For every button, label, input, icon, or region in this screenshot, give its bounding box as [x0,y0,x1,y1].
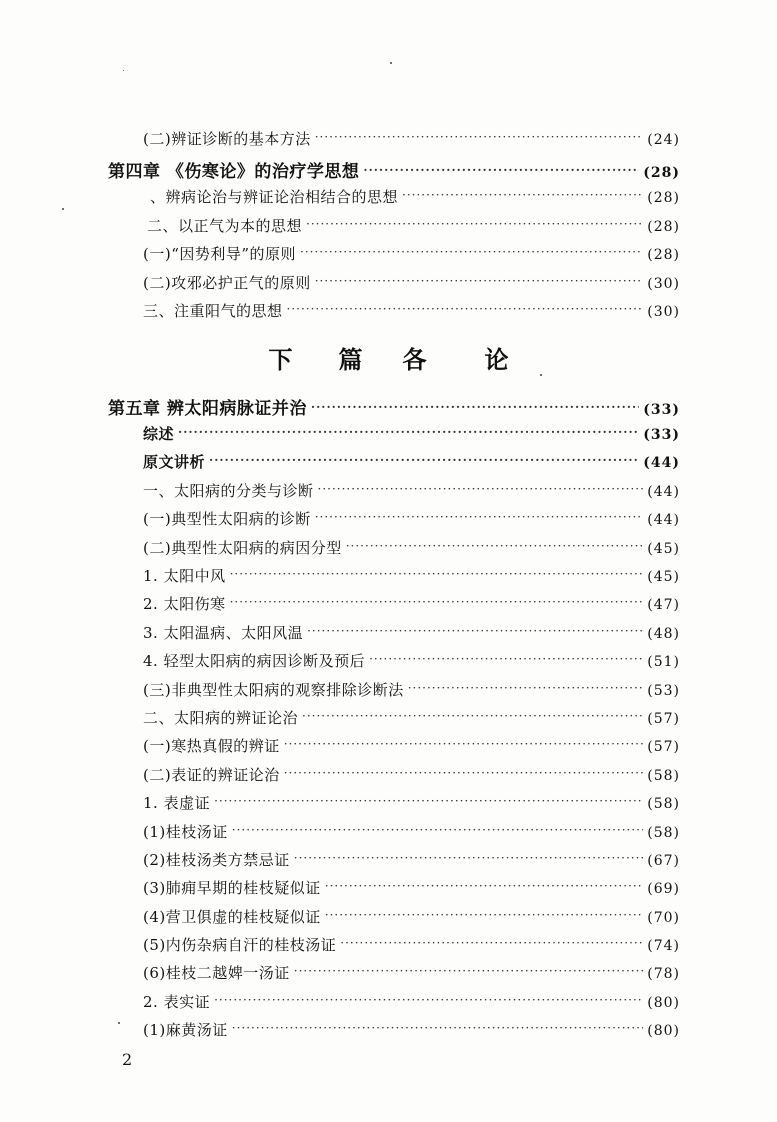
toc-entry [143,849,680,870]
toc-entry [143,679,680,700]
toc-entry [143,300,680,321]
toc-entry-title: 第五章 辨太阳病脉证并治 [108,399,307,419]
toc-entry-title: 2. 太阳伤寒 [143,595,226,613]
dot-leader [230,595,644,609]
toc-entry [143,735,680,756]
toc-entry-page: (57) [647,739,680,755]
dot-leader [340,936,643,950]
toc-entry [143,906,680,927]
dot-leader [346,539,644,553]
toc-entry-title: 3. 太阳温病、太阳风温 [143,624,304,642]
toc-entry-title: 1. 表虚证 [143,794,211,812]
toc-entry-title: 综述 [143,425,175,443]
toc-entry [143,1019,680,1040]
toc-entry-page: (80) [647,1023,680,1039]
toc-entry-page: (67) [647,853,680,869]
dot-leader [287,302,644,316]
toc-entry-title: 2. 表实证 [143,993,211,1011]
scan-speck [62,208,64,210]
toc-entry-page: (44) [647,512,680,528]
toc-entry-page: (28) [647,219,680,235]
toc-entry [143,962,680,983]
toc-entry-page: (28) [647,247,680,263]
toc-entry-page: (80) [647,995,680,1011]
toc-entry-page: (24) [647,132,680,148]
toc-entry-title: 1. 太阳中风 [143,567,226,585]
toc-entry-page: (58) [647,768,680,784]
toc-entry-page: (47) [647,597,680,613]
toc-entry [143,650,680,671]
toc-entry [143,243,680,264]
toc-entry-page: (45) [647,541,680,557]
dot-leader [325,879,644,893]
toc-entry-page: (74) [647,938,680,954]
toc-entry-page: (58) [647,796,680,812]
toc-entry [143,537,680,558]
toc-entry [143,423,680,444]
dot-leader [369,652,643,666]
toc-entry [143,128,680,149]
toc-entry-page: (58) [647,825,680,841]
section-heading [0,340,777,375]
toc-entry [143,622,680,643]
toc-entry-title: 、辨病论治与辨证论治相结合的思想 [150,188,399,206]
toc-entry-page: (33) [643,427,680,443]
toc-entry [143,565,680,586]
heading-char: 下 [268,346,293,374]
heading-char: 各 [402,346,427,374]
dot-leader [315,510,644,524]
toc-entry-title: (二)表证的辨证论治 [143,766,280,784]
dot-leader [315,274,644,288]
heading-char: 篇 [338,346,363,374]
toc-entry-title: 第四章 《伤寒论》的治疗学思想 [108,162,360,182]
toc-entry-page: (33) [643,402,680,418]
toc-entry [147,215,680,236]
dot-leader [307,624,643,638]
toc-entry-page: (69) [647,881,680,897]
toc-entry-title: 二、以正气为本的思想 [147,217,303,235]
toc-entry-page: (30) [647,276,680,292]
dot-leader [209,453,639,467]
toc-entry [143,480,680,501]
toc-entry-page: (51) [647,654,680,670]
toc-entry [143,593,680,614]
dot-leader [214,993,643,1007]
dot-leader [402,188,643,202]
toc-entry-title: (一)典型性太阳病的诊断 [143,510,311,528]
toc-entry-title: 一、太阳病的分类与诊断 [143,482,314,500]
toc-entry-title: (二)辨证诊断的基本方法 [143,130,311,148]
dot-leader [325,908,644,922]
dot-leader [302,709,643,723]
toc-entry-title: 二、太阳病的辨证论治 [143,709,299,727]
dot-leader [363,163,639,177]
toc-entry-page: (57) [647,711,680,727]
toc-entry-title: (一)寒热真假的辨证 [143,737,280,755]
toc-entry [143,877,680,898]
toc-chapter-entry [108,157,680,182]
heading-char: 论 [484,346,509,374]
dot-leader [230,567,644,581]
toc-entry-title: 原文讲析 [143,453,206,471]
toc-entry [143,934,680,955]
dot-leader [214,794,643,808]
toc-entry-title: (三)非典型性太阳病的观察排除诊断法 [143,681,404,699]
toc-entry [143,272,680,293]
toc-entry-title: (4)营卫俱虚的桂枝疑似证 [143,908,321,926]
dot-leader [284,766,644,780]
page-number: 2 [122,1050,133,1069]
dot-leader [300,245,643,259]
toc-entry-title: (1)麻黄汤证 [143,1021,228,1039]
dot-leader [315,130,644,144]
scan-speck [123,70,124,71]
toc-entry-title: (一)“因势利导”的原则 [143,245,297,263]
toc-entry-page: (53) [647,683,680,699]
toc-entry-title: (6)桂枝二越婢一汤证 [143,964,290,982]
dot-leader [306,217,643,231]
dot-leader [232,1021,644,1035]
toc-entry-page: (48) [647,626,680,642]
toc-entry [143,821,680,842]
toc-entry-page: (70) [647,910,680,926]
dot-leader [284,737,644,751]
toc-entry-page: (44) [647,484,680,500]
toc-entry [143,451,680,472]
dot-leader [232,823,644,837]
toc-entry [143,792,680,813]
dot-leader [318,482,644,496]
toc-entry-page: (28) [647,190,680,206]
toc-entry-title: (5)内伤杂病自汗的桂枝汤证 [143,936,337,954]
toc-entry-title: (二)典型性太阳病的病因分型 [143,539,342,557]
toc-entry-page: (30) [647,304,680,320]
dot-leader [311,400,639,414]
toc-entry-title: (3)肺痈早期的桂枝疑似证 [143,879,321,897]
toc-entry [143,508,680,529]
toc-entry [143,707,680,728]
dot-leader [178,425,639,439]
dot-leader [294,851,644,865]
scan-speck [390,62,392,64]
toc-entry [150,186,680,207]
scan-speck [118,1022,120,1024]
toc-entry-title: (二)攻邪必护正气的原则 [143,274,311,292]
toc-entry-page: (28) [643,165,680,181]
toc-chapter-entry [108,394,680,419]
toc-entry-title: (1)桂枝汤证 [143,823,228,841]
toc-entry-title: (2)桂枝汤类方禁忌证 [143,851,290,869]
toc-entry-page: (78) [647,966,680,982]
toc-entry-page: (44) [643,455,680,471]
scan-speck [540,374,542,376]
dot-leader [408,681,644,695]
toc-entry-title: 4. 轻型太阳病的病因诊断及预后 [143,652,366,670]
toc-entry-title: 三、注重阳气的思想 [143,302,283,320]
toc-entry [143,764,680,785]
toc-entry-page: (45) [647,569,680,585]
dot-leader [294,964,644,978]
toc-entry [143,991,680,1012]
